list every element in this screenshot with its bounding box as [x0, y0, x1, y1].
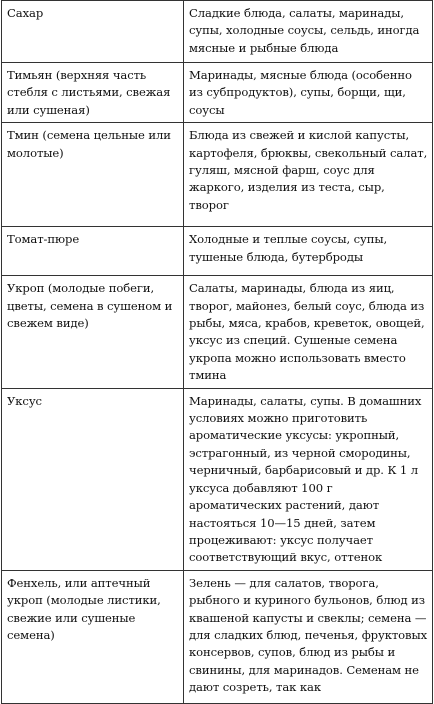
spice-use: Маринады, мясные блюда (особенно из субпродуктов), супы, борщи, щи, соусы [189, 68, 412, 117]
spice-name: Уксус [7, 393, 42, 408]
spice-use-cell [184, 227, 433, 276]
spice-name-cell [2, 123, 184, 227]
spice-name: Тмин (семена цельные или молотые) [7, 128, 171, 160]
spice-use-cell [184, 63, 433, 123]
spice-name-cell [2, 1, 184, 63]
spice-use: Холодные и теплые соусы, супы, тушеные блюда, бутерброды [189, 232, 388, 264]
spice-use: Сладкие блюда, салаты, маринады, супы, холодные соусы, сельдь, иногда мясные и рыбные блюда [189, 6, 420, 55]
spice-name-cell [2, 227, 184, 276]
spice-use-cell [184, 123, 433, 227]
table-row [2, 276, 433, 388]
spice-use: Зелень — для салатов, творога, рыбного и куриного бульонов, блюд из квашеной капусты и свеклы; семена — для сладких блюд, печенья, фруктовых консервов, супов, блюд из рыбы и свинины, для маринадов. Семенам не дают созреть, так как [189, 575, 428, 695]
spice-name: Томат-пюре [7, 232, 80, 247]
spice-name: Фенхель, или аптечный укроп (молодые листики, свежие или сушеные семена) [7, 575, 161, 642]
spice-use: Маринады, салаты, супы. В домашних условиях можно приготовить ароматические уксусы: укропный, эстрагонный, из черной смородины, черничный, барбарисовый и др. К 1 л уксуса добавляют 100 г ароматических растений, дают настояться 10—15 дней, затем процеживают: уксус получает соответствующий вкус, оттенок [189, 393, 422, 565]
spice-use: Блюда из свежей и кислой капусты, картофеля, брюквы, свекольный салат, гуляш, мясной фарш, соус для жаркого, изделия из теста, сыр, творог [189, 128, 428, 212]
spice-name-cell [2, 276, 184, 388]
spice-use-cell [184, 388, 433, 570]
spice-name: Тимьян (верхняя часть стебля с листьями, свежая или сушеная) [7, 68, 171, 117]
table-row [2, 388, 433, 570]
table-row [2, 570, 433, 703]
spice-name-cell [2, 570, 184, 703]
table-row [2, 227, 433, 276]
spice-name: Укроп (молодые побеги, цветы, семена в сушеном и свежем виде) [7, 281, 173, 331]
spice-use-cell [184, 276, 433, 388]
spice-use: Салаты, маринады, блюда из яиц, творог, майонез, белый соус, блюда из рыбы, мяса, крабов, креветок, овощей, уксус из специй. Сушеные семена укропа можно использовать вместо тмина [189, 281, 425, 383]
spice-use-cell [184, 570, 433, 703]
spice-use-cell [184, 1, 433, 63]
spice-usage-table [1, 0, 433, 704]
table-row [2, 1, 433, 63]
table-row [2, 63, 433, 123]
spice-name-cell [2, 388, 184, 570]
spice-name: Сахар [7, 6, 44, 20]
spice-name-cell [2, 63, 184, 123]
table-row [2, 123, 433, 227]
